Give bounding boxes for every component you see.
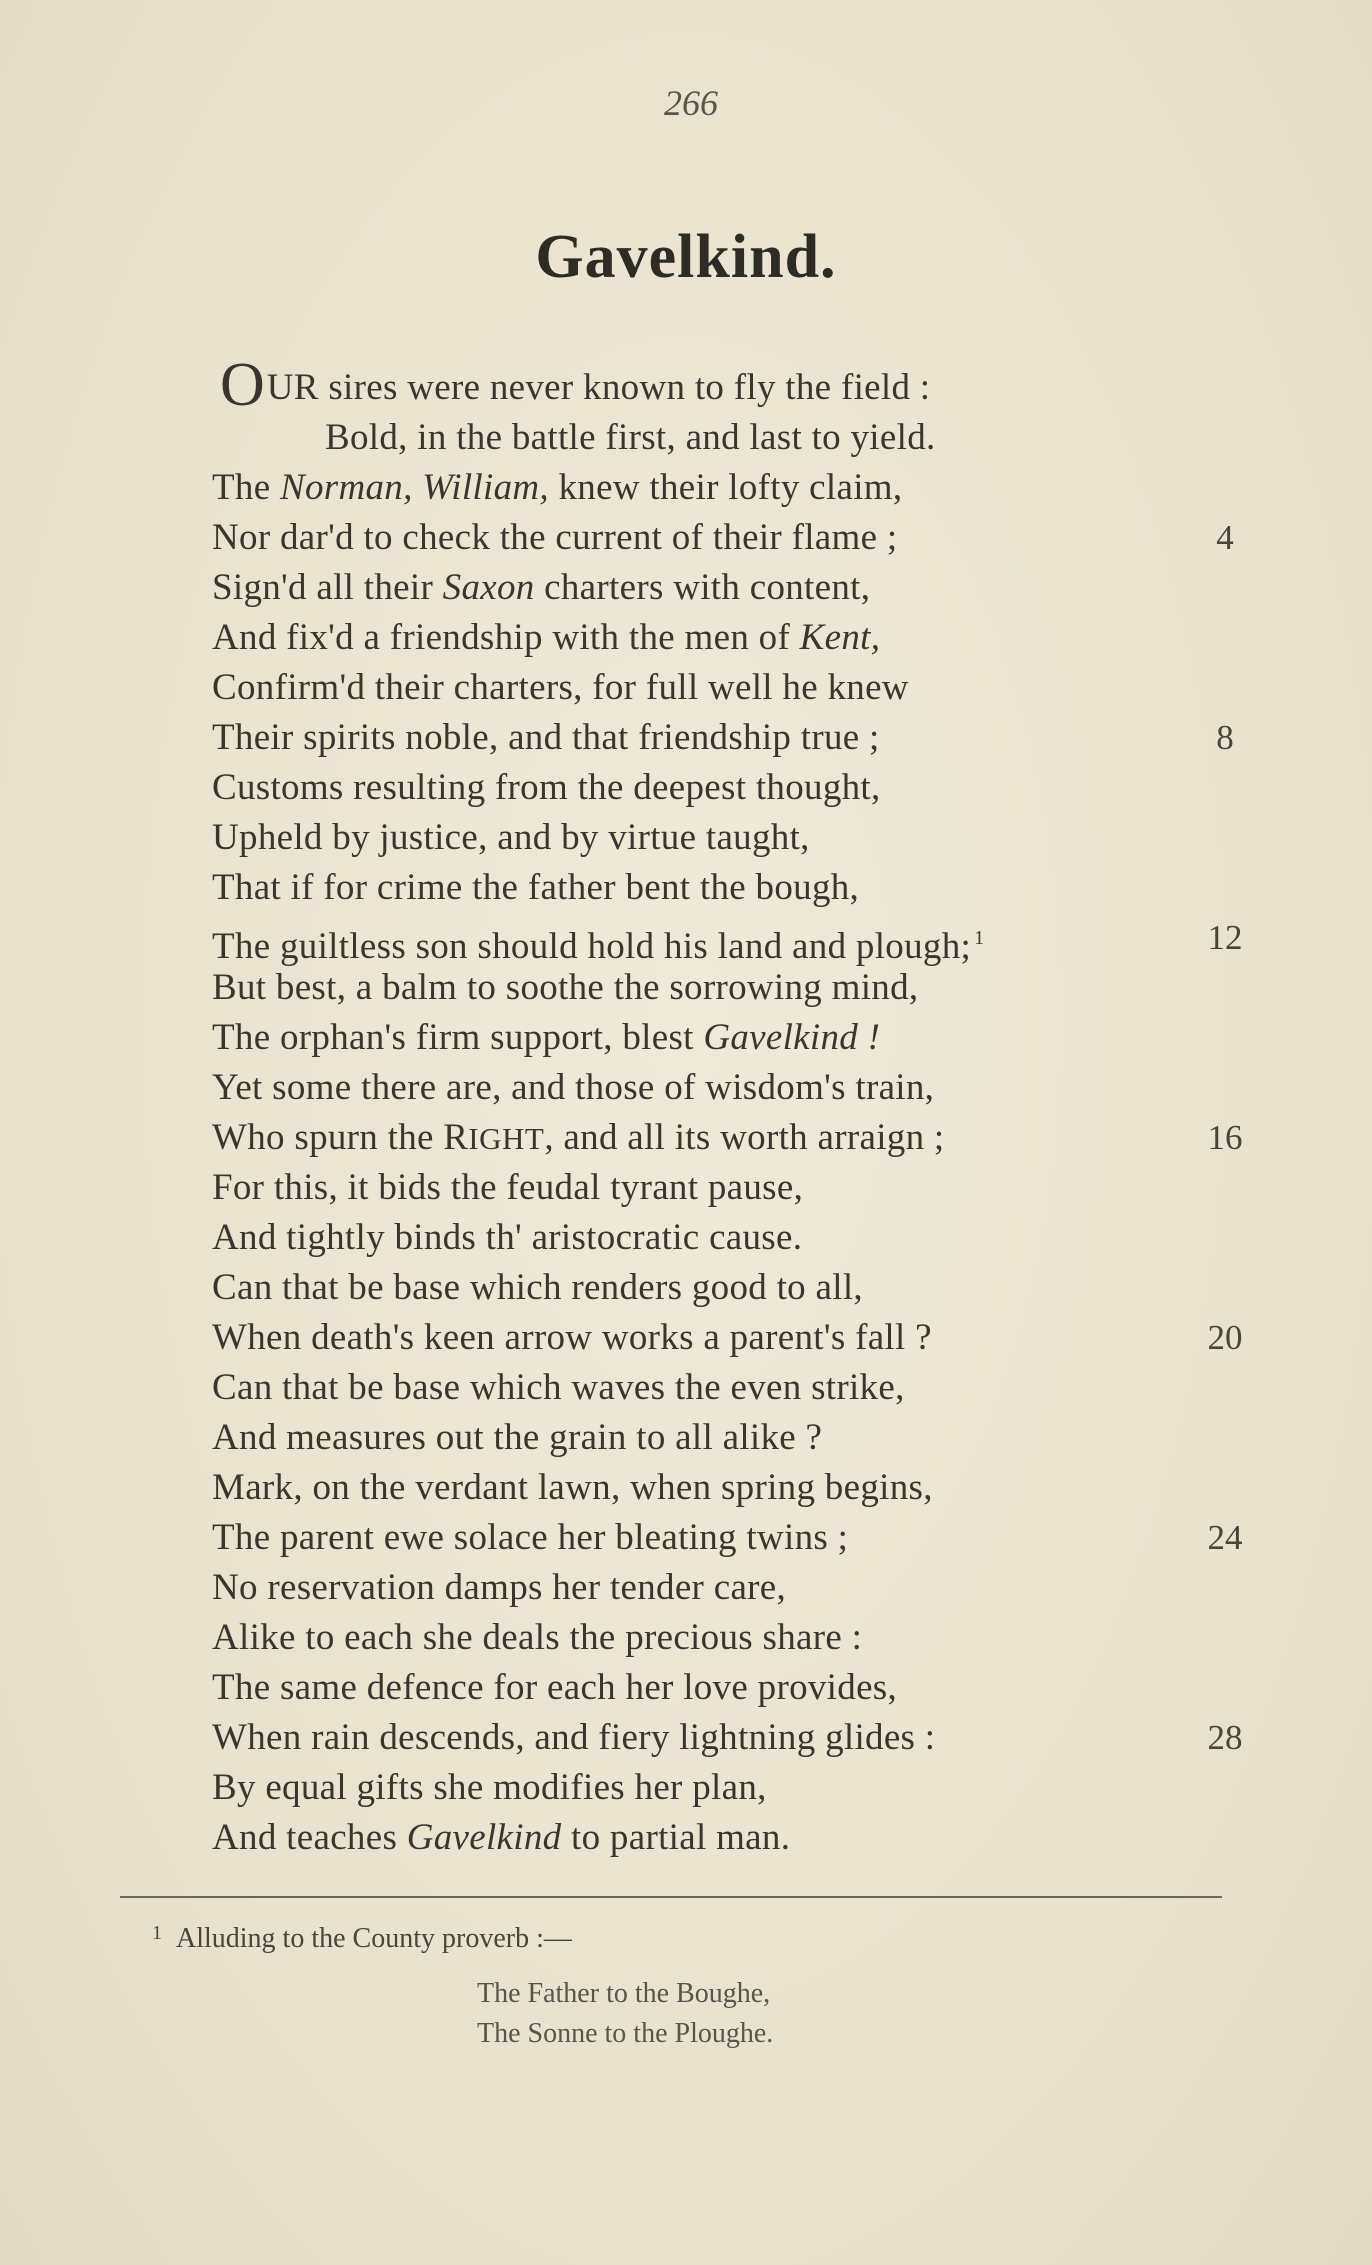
footnote-text: Alluding to the County proverb :— [176,1923,572,1954]
footnote-reference: 1 [974,927,985,949]
poem-line: And teaches Gavelkind to partial man. [212,1817,791,1858]
poem-title: Gavelkind. [535,223,837,291]
poem-line: The same defence for each her love provides, [212,1667,898,1708]
poem-line: Yet some there are, and those of wisdom's train, [212,1067,935,1108]
line-number: 28 [1207,1718,1243,1757]
poem-line: The Norman, William, knew their lofty claim, [212,467,903,508]
poem-line: And tightly binds th' aristocratic cause. [212,1217,803,1258]
poem-line: Bold, in the battle first, and last to yield. [325,417,936,458]
poem-line: Can that be base which renders good to all, [212,1267,863,1308]
poem-line: Their spirits noble, and that friendship true ; [212,717,880,758]
poem-line: Mark, on the verdant lawn, when spring begins, [212,1467,933,1508]
line-number: 4 [1216,518,1234,557]
poem-line: When rain descends, and fiery lightning glides : [212,1717,936,1758]
proverb-line: The Father to the Boughe, [477,1978,771,2009]
footnote-divider [120,1896,1222,1898]
poem-line: Nor dar'd to check the current of their flame ; [212,517,898,558]
proverb-line: The Sonne to the Ploughe. [477,2018,774,2049]
line-number: 20 [1207,1318,1243,1357]
poem-line: Customs resulting from the deepest thought, [212,767,881,808]
poem-line: The orphan's firm support, blest Gavelkind ! [212,1017,881,1058]
poem-line: Can that be base which waves the even strike, [212,1367,905,1408]
poem-line: OUR sires were never known to fly the field : [220,351,931,419]
footnote-mark: 1 [152,1922,162,1944]
poem-line: Upheld by justice, and by virtue taught, [212,817,810,858]
line-number: 16 [1207,1118,1243,1157]
poem-line: And measures out the grain to all alike ? [212,1417,823,1458]
line-number: 12 [1207,918,1243,957]
line-number: 24 [1207,1518,1243,1557]
poem-line: Sign'd all their Saxon charters with content, [212,567,871,608]
poem-line: Alike to each she deals the precious share : [212,1617,863,1658]
poem-line: And fix'd a friendship with the men of Kent, [212,617,881,658]
footnote [152,1922,572,1955]
poem-line: Confirm'd their charters, for full well he knew [212,667,909,708]
poem-line: No reservation damps her tender care, [212,1567,787,1608]
poem-line: The guiltless son should hold his land and plough; $^1$ [212,926,985,967]
drop-cap: O [220,351,265,419]
page-number: 266 [664,83,718,123]
poem-line: When death's keen arrow works a parent's fall ? [212,1317,932,1358]
poem-line: For this, it bids the feudal tyrant pause, [212,1167,804,1208]
poem-line: The parent ewe solace her bleating twins ; [212,1517,849,1558]
poem-line: By equal gifts she modifies her plan, [212,1767,767,1808]
poem-line: That if for crime the father bent the bough, [212,867,860,908]
poem-line: Who spurn the RIGHT, and all its worth arraign ; [212,1117,945,1158]
poem-line: But best, a balm to soothe the sorrowing mind, [212,967,919,1008]
line-number: 8 [1216,718,1234,757]
